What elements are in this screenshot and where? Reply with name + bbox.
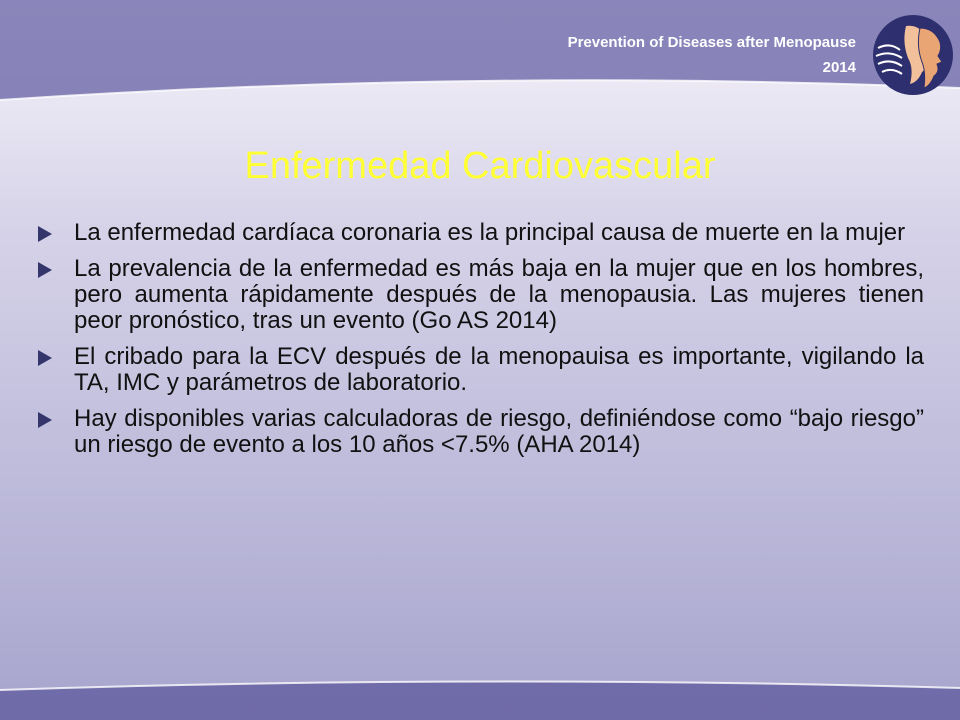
women-profiles-logo-icon <box>870 12 956 98</box>
bullet-text: Hay disponibles varias calculadoras de riesgo, definiéndose como “bajo riesgo” un riesgo de evento a los 10 años <7.5% (AHA 2014) <box>74 405 924 458</box>
bullet-arrow-icon <box>38 350 52 366</box>
bullet-text: El cribado para la ECV después de la menopauisa es importante, vigilando la TA, IMC y parámetros de laboratorio. <box>74 343 924 396</box>
header-year: 2014 <box>822 59 856 76</box>
bullet-text: La enfermedad cardíaca coronaria es la principal causa de muerte en la mujer <box>74 219 906 246</box>
header-title <box>336 30 856 80</box>
bullet-list <box>38 220 924 468</box>
bullet-item <box>38 256 924 334</box>
bullet-arrow-icon <box>38 226 52 242</box>
bullet-item <box>38 344 924 396</box>
slide-title: Enfermedad Cardiovascular <box>244 145 716 187</box>
header-line-1: Prevention of Diseases after Menopause <box>567 34 856 51</box>
bullet-item <box>38 220 924 246</box>
bullet-arrow-icon <box>38 412 52 428</box>
bullet-text: La prevalencia de la enfermedad es más baja en la mujer que en los hombres, pero aumenta rápidamente después de la menopausia. Las mujeres tienen peor pronóstico, tras un evento (Go AS 2014) <box>74 255 924 334</box>
bullet-arrow-icon <box>38 262 52 278</box>
bullet-item <box>38 406 924 458</box>
